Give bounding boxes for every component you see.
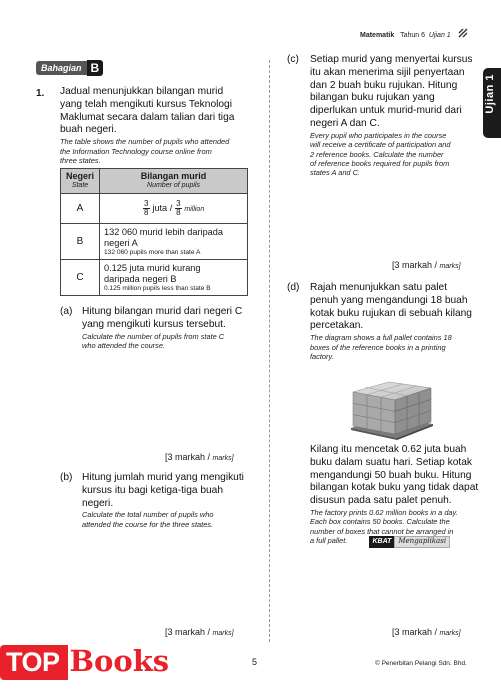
side-tab-label: Ujian 1 [484,74,496,114]
watermark-books: Books [69,644,170,678]
part-a-text [82,306,260,350]
topbooks-watermark [0,644,169,680]
million-text: million [184,205,205,213]
column-divider [269,60,270,642]
table-row [61,194,248,224]
col-state-header [61,169,100,194]
pallet-boxes-illustration [345,378,437,440]
part-d-eng-line: The diagram shows a full pallet contains 18 [310,333,452,343]
kbat-level: Mengaplikasi [394,536,450,547]
table-header-row [61,169,248,194]
part-b-marks [165,627,234,637]
part-c-eng-line: states A and C. [310,168,360,178]
part-d-eng2-last: a full pallet. [310,536,348,546]
part-b-eng-line: Calculate the total number of pupils who [82,510,214,520]
part-d-eng2-line: The factory prints 0.62 million books in a day. [310,507,458,517]
part-b-label: (b) [60,472,73,483]
part-d-malay2-line: buku dalam suatu hari. Setiap kotak [310,456,472,468]
part-a-label: (a) [60,306,73,317]
part-c-eng-line: 2 reference books. Calculate the number [310,149,444,159]
part-d-eng2-line: Each box contains 50 books. Calculate the [310,517,450,527]
intro-malay-line: yang telah mengikuti kursus Teknologi [60,98,232,110]
col-pupils-title: Bilangan murid [140,171,207,181]
part-d-eng2-line [310,536,480,547]
watermark-top: TOP [0,645,68,680]
col-pupils-sub: Number of pupils [147,182,200,189]
cell-malay-line: 0.125 juta murid kurang [104,262,201,273]
part-d-eng-line: boxes of the reference books in a printing [310,342,446,352]
intro-eng-line: the Information Technology course online from [60,146,212,156]
header-subject: Matematik [360,32,395,39]
part-d-malay-line: kotak buku rujukan di sebuah kilang [310,307,472,319]
publisher-credit: © Penerbitan Pelangi Sdn. Bhd. [375,660,467,667]
part-c-malay-line: bilangan buku rujukan yang [310,92,435,104]
part-d-text [310,282,480,361]
header-year: Tahun 6 [400,32,425,39]
state-cell: B [61,224,100,260]
part-d-malay2-line: Kilang itu mencetak 0.62 juta buah [310,444,467,455]
fraction [175,200,182,217]
fraction-numerator: 3 [144,199,149,208]
part-a-marks [165,452,234,462]
part-c-malay-line: itu akan menerima sijil penyertaan [310,66,465,78]
part-d-label: (d) [287,282,300,293]
kbat-badge [369,536,450,547]
part-c-label: (c) [287,54,299,65]
col-pupils-header [100,169,248,194]
question-number: 1. [36,88,45,99]
cell-malay-line: negeri A [104,237,138,248]
question-intro [60,86,260,165]
fraction-numerator: 3 [176,199,181,208]
marks-malay: [3 markah / [165,452,211,462]
part-d-malay-line: penuh yang mengandungi 18 buah [310,294,468,306]
part-d-malay-line: Rajah menunjukkan satu palet [310,282,448,293]
part-d-eng-line: factory. [310,352,334,361]
part-c-malay-line: dan 2 buah buku rujukan. Hitung [310,79,458,91]
part-c-eng-line: will receive a certificate of participation and [310,140,451,150]
pupils-cell [100,194,248,224]
part-a-eng-line: Calculate the number of pupils from state C [82,331,225,341]
part-c-malay-line: negeri A dan C. [310,117,380,129]
table-row [61,224,248,260]
intro-malay-line: Maklumat secara dalam talian dari tiga [60,111,235,123]
cell-malay-line: daripada negeri B [104,273,177,284]
part-b-malay-line: Hitung jumlah murid yang mengikuti [82,472,244,483]
part-d-eng2-line: number of boxes that cannot be arranged in [310,526,454,536]
state-cell: A [61,194,100,224]
part-a-eng-line: who attended the course. [82,341,165,350]
pupils-table [60,168,248,296]
part-c-eng-line: of reference books required for pupils from [310,159,450,168]
intro-malay-line: buah negeri. [60,124,117,136]
header-test: Ujian 1 [428,32,451,39]
marks-malay: [3 markah / [392,627,438,637]
fraction-denominator: 8 [144,208,149,217]
table-row [61,260,248,296]
section-letter: B [87,60,104,76]
part-d-malay2-line: bilangan kotak buku yang tidak dapat [310,482,479,494]
part-d-malay2-line: disusun pada satu palet penuh. [310,495,452,507]
col-state-sub: State [71,182,89,189]
stripes-icon [458,28,468,38]
part-b-malay-line: negeri. [82,497,114,509]
pupils-cell [100,260,248,296]
part-a-malay-line: Hitung bilangan murid dari negeri C [82,306,243,317]
part-a-malay-line: yang mengikuti kursus tersebut. [82,318,226,330]
marks-malay: [3 markah / [165,627,211,637]
part-b-malay-line: kursus itu bagi ketiga-tiga buah [82,484,224,496]
part-b-text [82,472,260,529]
kbat-label: KBAT [369,536,394,547]
col-state-title: Negeri [65,171,94,181]
cell-malay-line: 132 060 murid lebih daripada [104,226,224,237]
cell-eng: 132 060 pupils more than state A [104,248,201,256]
marks-eng: marks] [439,630,461,637]
intro-malay-line: Jadual menunjukkan bilangan murid [60,86,224,97]
part-d-malay-line: percetakan. [310,320,364,332]
part-c-marks [392,260,461,270]
fraction-denominator: 8 [176,208,181,217]
part-b-eng-line: attended the course for the three states. [82,519,214,529]
section-word: Bahagian [36,61,87,75]
page-header [360,32,451,39]
part-d-text-2 [310,444,480,548]
cell-eng: 0.125 million pupils less than state B [104,284,211,292]
side-tab [483,68,501,138]
marks-eng: marks] [212,630,234,637]
fraction [143,200,150,217]
intro-eng-line: The table shows the number of pupils who attended [60,137,230,147]
pupils-cell [100,224,248,260]
part-c-malay-line: Setiap murid yang menyertai kursus [310,54,473,65]
part-d-marks [392,627,461,637]
part-d-malay2-line: mengandungi 50 buah buku. Hitung [310,469,472,481]
juta-text: juta / [152,202,173,213]
marks-malay: [3 markah / [392,260,438,270]
section-label [36,60,103,76]
marks-eng: marks] [212,455,234,462]
state-cell: C [61,260,100,296]
intro-eng-line: three states. [60,156,101,165]
part-c-eng-line: Every pupil who participates in the course [310,130,447,140]
marks-eng: marks] [439,263,461,270]
page-number: 5 [252,657,258,667]
part-c-malay-line: diperlukan untuk murid-murid dari [310,105,462,117]
part-c-text [310,54,480,178]
